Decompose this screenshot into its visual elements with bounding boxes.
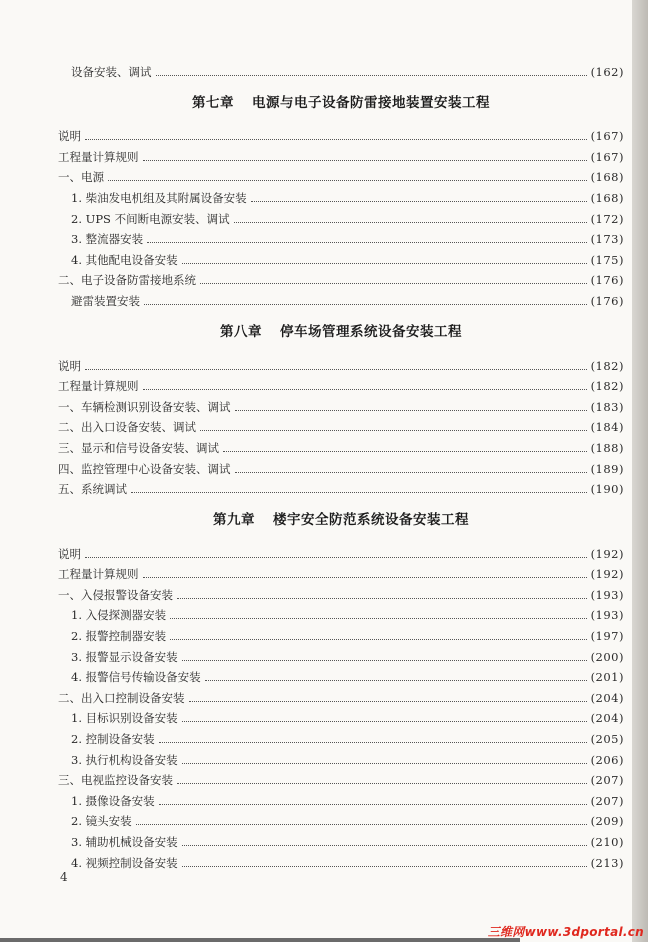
dot-leader xyxy=(85,557,587,558)
toc-entry-page: (201) xyxy=(590,670,624,685)
toc-entry-page: (162) xyxy=(590,64,624,79)
chapter-number: 第七章 xyxy=(192,94,234,111)
chapter-heading xyxy=(58,496,624,540)
book-spine-shadow xyxy=(632,0,648,942)
toc-entry-page: (175) xyxy=(590,252,624,267)
toc-entry-label: 3. 报警显示设备安装 xyxy=(71,649,178,664)
dot-leader xyxy=(182,845,587,846)
watermark-logo: 三维网www.3dportal.cn xyxy=(487,925,644,939)
dot-leader xyxy=(159,804,587,805)
toc-entry-label: 1. 柴油发电机组及其附属设备安装 xyxy=(71,190,247,205)
toc-entry-label: 二、出入口设备安装、调试 xyxy=(58,420,196,435)
toc-entry xyxy=(58,352,624,373)
toc-entry-page: (207) xyxy=(590,773,624,788)
dot-leader xyxy=(177,598,587,599)
toc-entry-label: 说明 xyxy=(58,546,81,561)
toc-entry-page: (184) xyxy=(590,420,624,435)
chapter-heading xyxy=(58,79,624,123)
toc-entry-page: (192) xyxy=(590,567,624,582)
toc-entry-label: 工程量计算规则 xyxy=(58,379,139,394)
toc-entry-label: 1. 摄像设备安装 xyxy=(71,793,155,808)
dot-leader xyxy=(136,824,587,825)
toc-entry-page: (200) xyxy=(590,649,624,664)
toc-entry xyxy=(58,684,624,705)
toc-entry-label: 一、车辆检测识别设备安装、调试 xyxy=(58,399,231,414)
toc-entry-label: 一、电源 xyxy=(58,170,104,185)
dot-leader xyxy=(143,577,587,578)
toc-entry xyxy=(58,561,624,582)
toc-entry xyxy=(58,123,624,144)
toc-entry-page: (213) xyxy=(590,855,624,870)
toc-entry xyxy=(58,828,624,849)
dot-leader xyxy=(182,763,587,764)
toc-entry-page: (176) xyxy=(590,273,624,288)
dot-leader xyxy=(200,430,587,431)
toc-entry-label: 3. 执行机构设备安装 xyxy=(71,752,178,767)
dot-leader xyxy=(143,160,587,161)
toc-entry xyxy=(58,205,624,226)
toc-entry-label: 2. 控制设备安装 xyxy=(71,732,155,747)
toc-entry xyxy=(58,164,624,185)
toc-entry xyxy=(58,643,624,664)
dot-leader xyxy=(251,201,587,202)
toc-entry xyxy=(58,540,624,561)
toc-entry-label: 3. 整流器安装 xyxy=(71,232,144,247)
dot-leader xyxy=(182,660,587,661)
dot-leader xyxy=(108,180,587,181)
toc-entry-label: 二、电子设备防雷接地系统 xyxy=(58,273,196,288)
toc-entry-page: (173) xyxy=(590,232,624,247)
toc-entry-label: 一、入侵报警设备安装 xyxy=(58,587,173,602)
dot-leader xyxy=(170,618,586,619)
toc-entry-label: 2. UPS 不间断电源安装、调试 xyxy=(71,211,230,226)
chapter-heading xyxy=(58,308,624,352)
dot-leader xyxy=(235,472,587,473)
dot-leader xyxy=(234,222,587,223)
toc-entry-page: (205) xyxy=(590,732,624,747)
toc-entry-label: 3. 辅助机械设备安装 xyxy=(71,835,178,849)
dot-leader xyxy=(182,721,587,722)
toc-entry-page: (206) xyxy=(590,752,624,767)
toc-entry-label: 说明 xyxy=(58,129,81,144)
toc-entry xyxy=(58,184,624,205)
page-number: 4 xyxy=(60,870,68,884)
toc-entry xyxy=(58,725,624,746)
toc-entry-label: 工程量计算规则 xyxy=(58,567,139,582)
toc-entry-label: 四、监控管理中心设备安装、调试 xyxy=(58,461,231,476)
toc-entry xyxy=(58,246,624,267)
toc-entry-label: 设备安装、调试 xyxy=(71,64,152,79)
toc-entry xyxy=(58,808,624,829)
toc-entry-page: (193) xyxy=(590,587,624,602)
toc-entry-page: (209) xyxy=(590,814,624,829)
toc-entry xyxy=(58,226,624,247)
toc-entry xyxy=(58,664,624,685)
dot-leader xyxy=(144,304,587,305)
dot-leader xyxy=(131,492,587,493)
toc-entry xyxy=(58,787,624,808)
dot-leader xyxy=(156,75,587,76)
chapter-title: 电源与电子设备防雷接地装置安装工程 xyxy=(252,94,490,111)
toc-entry xyxy=(58,476,624,497)
toc-entry-page: (183) xyxy=(590,399,624,414)
dot-leader xyxy=(205,680,587,681)
toc-entry-label: 4. 视频控制设备安装 xyxy=(71,855,178,870)
dot-leader xyxy=(143,389,587,390)
dot-leader xyxy=(223,451,587,452)
dot-leader xyxy=(177,783,587,784)
toc-entry-label: 二、出入口控制设备安装 xyxy=(58,690,185,705)
dot-leader xyxy=(189,701,587,702)
toc-entry-label: 2. 镜头安装 xyxy=(71,814,132,829)
toc-entry-label: 工程量计算规则 xyxy=(58,149,139,164)
toc-entry-label: 1. 入侵探测器安装 xyxy=(71,608,167,623)
toc-entry xyxy=(58,705,624,726)
toc-entry-page: (172) xyxy=(590,211,624,226)
toc-entry-page: (188) xyxy=(590,440,624,455)
dot-leader xyxy=(182,866,587,867)
toc-entry xyxy=(58,602,624,623)
toc-entry-page: (204) xyxy=(590,690,624,705)
dot-leader xyxy=(85,369,587,370)
toc-entry-page: (207) xyxy=(590,793,624,808)
dot-leader xyxy=(182,263,587,264)
dot-leader xyxy=(200,283,587,284)
toc-entry-page: (210) xyxy=(590,835,624,849)
toc-entry-page: (167) xyxy=(590,149,624,164)
toc-entry xyxy=(58,287,624,308)
toc-entry-page: (204) xyxy=(590,711,624,726)
toc-entry-label: 4. 报警信号传输设备安装 xyxy=(71,670,201,685)
toc-entry xyxy=(58,622,624,643)
toc-entry xyxy=(58,393,624,414)
toc-entry-label: 五、系统调试 xyxy=(58,482,127,497)
toc-entry-page: (192) xyxy=(590,546,624,561)
toc-entry-page: (190) xyxy=(590,482,624,497)
chapter-number: 第八章 xyxy=(220,323,262,340)
toc-entry xyxy=(58,746,624,767)
scan-bottom-edge xyxy=(0,938,520,942)
dot-leader xyxy=(159,742,587,743)
chapter-title: 停车场管理系统设备安装工程 xyxy=(280,323,462,340)
toc-entry xyxy=(58,267,624,288)
toc-entry-label: 避雷装置安装 xyxy=(71,293,140,308)
toc-entry xyxy=(58,58,624,79)
toc-entry-page: (189) xyxy=(590,461,624,476)
toc-entry-page: (182) xyxy=(590,379,624,394)
chapter-title: 楼宇安全防范系统设备安装工程 xyxy=(273,512,469,529)
toc-entry-label: 2. 报警控制器安装 xyxy=(71,629,167,644)
toc-entry-page: (193) xyxy=(590,608,624,623)
dot-leader xyxy=(85,139,587,140)
toc-entry-label: 1. 目标识别设备安装 xyxy=(71,711,178,726)
toc-entry xyxy=(58,143,624,164)
dot-leader xyxy=(170,639,586,640)
dot-leader xyxy=(147,242,586,243)
toc-entry-page: (167) xyxy=(590,129,624,144)
toc-entry-label: 4. 其他配电设备安装 xyxy=(71,252,178,267)
toc-entry xyxy=(58,767,624,788)
table-of-contents xyxy=(58,58,624,870)
toc-entry xyxy=(58,434,624,455)
toc-entry xyxy=(58,373,624,394)
toc-entry-page: (182) xyxy=(590,358,624,373)
toc-entry xyxy=(58,414,624,435)
toc-entry xyxy=(58,849,624,870)
chapter-number: 第九章 xyxy=(213,512,255,529)
toc-entry xyxy=(58,581,624,602)
toc-entry-label: 三、电视监控设备安装 xyxy=(58,773,173,788)
toc-entry-page: (168) xyxy=(590,170,624,185)
toc-entry xyxy=(58,455,624,476)
toc-entry-label: 说明 xyxy=(58,358,81,373)
toc-entry-page: (176) xyxy=(590,293,624,308)
dot-leader xyxy=(235,410,587,411)
toc-entry-page: (197) xyxy=(590,629,624,644)
toc-entry-label: 三、显示和信号设备安装、调试 xyxy=(58,440,219,455)
toc-entry-page: (168) xyxy=(590,190,624,205)
